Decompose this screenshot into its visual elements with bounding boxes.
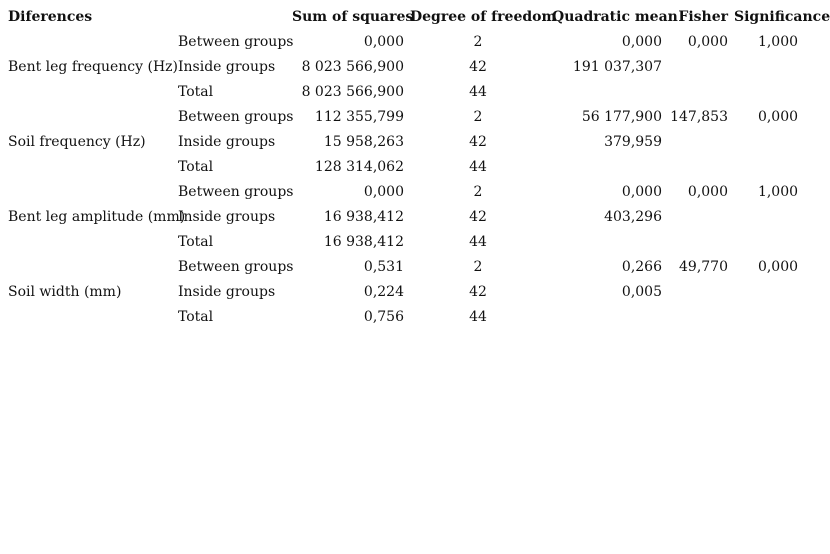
variable-cell: Bent leg amplitude (mm) xyxy=(8,208,186,225)
variable-cell: Soil width (mm) xyxy=(8,283,122,300)
source-cell: Total xyxy=(178,158,214,175)
source-cell: Total xyxy=(178,233,214,250)
table-row xyxy=(6,54,826,79)
source-cell: Total xyxy=(178,83,214,100)
fisher-cell xyxy=(666,304,732,329)
table-row xyxy=(6,254,826,279)
fisher-cell xyxy=(666,54,732,79)
sum-of-squares-cell: 128 314,062 xyxy=(314,158,404,175)
table-row xyxy=(6,304,826,329)
df-cell: 42 xyxy=(469,58,487,75)
sum-of-squares-cell: 0,000 xyxy=(363,183,404,200)
quadratic-mean-cell xyxy=(550,154,666,179)
table-row xyxy=(6,204,826,229)
fisher-cell xyxy=(666,279,732,304)
quadratic-mean-cell: 56 177,900 xyxy=(581,108,662,125)
df-cell: 2 xyxy=(473,108,483,125)
quadratic-mean-cell: 191 037,307 xyxy=(572,58,662,75)
variable-cell xyxy=(6,229,176,254)
sum-of-squares-cell: 16 938,412 xyxy=(323,208,404,225)
variable-cell xyxy=(6,304,176,329)
fisher-cell xyxy=(666,79,732,104)
source-cell: Between groups xyxy=(178,183,294,200)
table-row xyxy=(6,229,826,254)
significance-cell: 1,000 xyxy=(757,183,799,200)
df-cell: 2 xyxy=(473,258,483,275)
header-source xyxy=(176,4,290,29)
df-cell: 44 xyxy=(469,308,487,325)
sum-of-squares-cell: 0,756 xyxy=(363,308,404,325)
variable-cell xyxy=(6,79,176,104)
fisher-cell: 49,770 xyxy=(679,258,728,275)
df-cell: 42 xyxy=(469,283,487,300)
sum-of-squares-cell: 112 355,799 xyxy=(314,108,404,125)
table-row xyxy=(6,104,826,129)
fisher-cell: 0,000 xyxy=(687,33,728,50)
quadratic-mean-cell xyxy=(550,304,666,329)
significance-cell xyxy=(732,304,826,329)
header-sum-of-squares: Sum of squares xyxy=(292,8,414,25)
source-cell: Inside groups xyxy=(178,283,276,300)
significance-cell: 1,000 xyxy=(757,33,799,50)
source-cell: Inside groups xyxy=(178,208,276,225)
df-cell: 42 xyxy=(469,133,487,150)
significance-cell: 0,000 xyxy=(757,108,799,125)
variable-cell xyxy=(6,179,176,204)
significance-cell xyxy=(732,129,826,154)
quadratic-mean-cell: 0,266 xyxy=(621,258,662,275)
quadratic-mean-cell: 0,005 xyxy=(621,283,662,300)
df-cell: 2 xyxy=(473,183,483,200)
source-cell: Between groups xyxy=(178,33,294,50)
df-cell: 44 xyxy=(469,83,487,100)
fisher-cell xyxy=(666,154,732,179)
sum-of-squares-cell: 0,224 xyxy=(363,283,404,300)
sum-of-squares-cell: 8 023 566,900 xyxy=(301,83,404,100)
fisher-cell xyxy=(666,129,732,154)
variable-cell: Soil frequency (Hz) xyxy=(8,133,146,150)
quadratic-mean-cell: 403,296 xyxy=(604,208,662,225)
table-row xyxy=(6,179,826,204)
significance-cell xyxy=(732,79,826,104)
significance-cell xyxy=(732,204,826,229)
sum-of-squares-cell: 0,000 xyxy=(363,33,404,50)
fisher-cell: 147,853 xyxy=(670,108,728,125)
header-row xyxy=(6,4,826,29)
table-body xyxy=(6,29,826,329)
source-cell: Between groups xyxy=(178,108,294,125)
source-cell: Inside groups xyxy=(178,58,276,75)
table-row xyxy=(6,129,826,154)
table-header xyxy=(6,4,830,29)
significance-cell xyxy=(732,279,826,304)
significance-cell xyxy=(732,54,826,79)
df-cell: 44 xyxy=(469,158,487,175)
df-cell: 2 xyxy=(473,33,483,50)
table-row xyxy=(6,79,826,104)
fisher-cell: 0,000 xyxy=(687,183,728,200)
variable-cell: Bent leg frequency (Hz) xyxy=(8,58,178,75)
source-cell: Total xyxy=(178,308,214,325)
header-quadratic-mean: Quadratic mean xyxy=(552,8,678,25)
quadratic-mean-cell xyxy=(550,79,666,104)
fisher-cell xyxy=(666,229,732,254)
header-degree-of-freedom: Degree of freedom xyxy=(410,8,557,25)
table-row xyxy=(6,29,826,54)
sum-of-squares-cell: 15 958,263 xyxy=(323,133,404,150)
significance-cell: 0,000 xyxy=(757,258,799,275)
significance-cell xyxy=(732,229,826,254)
df-cell: 44 xyxy=(469,233,487,250)
table-row xyxy=(6,154,826,179)
quadratic-mean-cell: 0,000 xyxy=(621,33,662,50)
sum-of-squares-cell: 16 938,412 xyxy=(323,233,404,250)
variable-cell xyxy=(6,254,176,279)
variable-cell xyxy=(6,154,176,179)
header-significance: Significance xyxy=(734,8,830,25)
header-fisher: Fisher xyxy=(678,8,728,25)
source-cell: Inside groups xyxy=(178,133,276,150)
sum-of-squares-cell: 8 023 566,900 xyxy=(301,58,404,75)
fisher-cell xyxy=(666,204,732,229)
quadratic-mean-cell: 0,000 xyxy=(621,183,662,200)
variable-cell xyxy=(6,29,176,54)
anova-table-container xyxy=(6,4,830,329)
quadratic-mean-cell xyxy=(550,229,666,254)
quadratic-mean-cell: 379,959 xyxy=(604,133,662,150)
anova-table xyxy=(6,4,830,329)
sum-of-squares-cell: 0,531 xyxy=(363,258,404,275)
table-row xyxy=(6,279,826,304)
header-differences: Diferences xyxy=(8,8,93,25)
significance-cell xyxy=(732,154,826,179)
df-cell: 42 xyxy=(469,208,487,225)
source-cell: Between groups xyxy=(178,258,294,275)
variable-cell xyxy=(6,104,176,129)
